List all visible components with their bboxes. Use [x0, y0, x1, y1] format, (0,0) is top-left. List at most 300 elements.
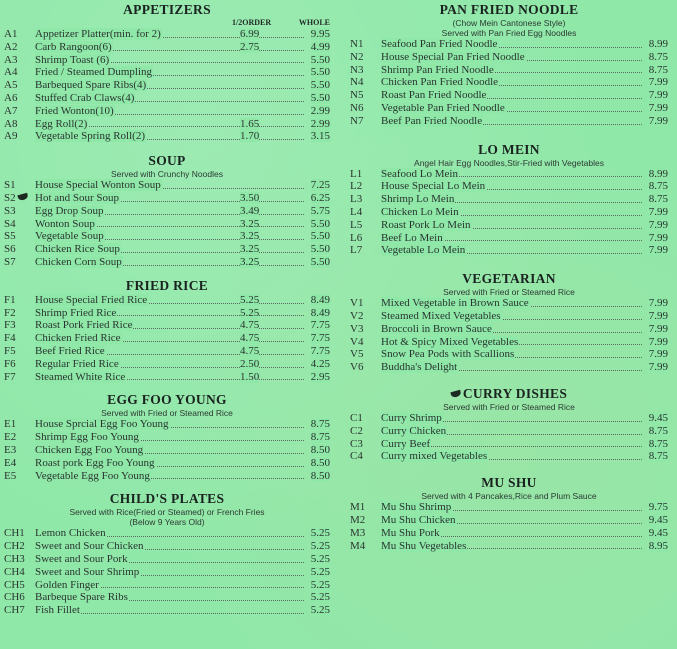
menu-section-fried-rice — [4, 278, 330, 384]
section-subtitle: (Below 9 Years Old) — [129, 517, 205, 528]
menu-item — [4, 604, 330, 617]
section-subtitle: Served with Fried or Steamed Rice — [443, 287, 575, 298]
menu-item — [350, 348, 668, 361]
item-name: Curry Beef — [381, 437, 431, 450]
section-subtitle: Served with Rice(Fried or Steamed) or French Fries — [69, 507, 265, 518]
item-code: E3 — [4, 443, 17, 456]
right-menu-column — [350, 0, 668, 552]
menu-item — [350, 89, 668, 102]
item-code: A3 — [4, 53, 18, 66]
item-name: House Special Fried Rice — [35, 293, 148, 306]
item-price: 5.25 — [310, 578, 330, 591]
item-code: A5 — [4, 79, 18, 92]
menu-item — [350, 336, 668, 349]
menu-item — [4, 345, 330, 358]
item-price: 8.50 — [310, 443, 330, 456]
item-name: Buddha's Delight — [381, 361, 458, 374]
item-price: 7.99 — [648, 114, 668, 127]
menu-item — [350, 438, 668, 451]
item-code: L7 — [350, 244, 363, 257]
item-code: A4 — [4, 66, 18, 79]
item-name: Seafood Pan Fried Noodle — [381, 38, 498, 50]
item-price: 5.25 — [310, 527, 330, 540]
menu-item — [350, 361, 668, 374]
item-name: Curry mixed Vegetables — [381, 450, 488, 463]
item-price: 7.25 — [310, 179, 330, 192]
half-order-price: 3.50 — [240, 191, 260, 204]
half-order-price: 6.99 — [240, 28, 260, 40]
item-price: 7.99 — [648, 101, 668, 114]
item-name: Chicken Lo Mein — [381, 205, 459, 218]
menu-item — [4, 66, 330, 79]
menu-item — [350, 64, 668, 77]
section-subtitle: Served with Pan Fried Egg Noodles — [441, 28, 577, 38]
item-name: Chicken Corn Soup — [35, 255, 122, 268]
section-title — [350, 2, 668, 18]
item-price: 5.25 — [310, 565, 330, 578]
hot-pepper-icon — [17, 193, 28, 201]
section-title — [4, 153, 330, 169]
item-code: M1 — [350, 501, 366, 514]
item-name: Stuffed Crab Claws(4) — [35, 91, 135, 104]
item-code: N2 — [350, 50, 364, 63]
item-code: N6 — [350, 101, 364, 114]
item-price: 8.50 — [310, 469, 330, 482]
item-name: Wonton Soup — [35, 217, 95, 230]
item-price: 9.45 — [648, 513, 668, 526]
item-code: F2 — [4, 306, 16, 319]
item-code: V1 — [350, 297, 364, 310]
section-subtitle: Served with Fried or Steamed Rice — [101, 408, 233, 419]
item-price: 9.75 — [648, 501, 668, 514]
menu-item — [4, 79, 330, 92]
item-code: N4 — [350, 76, 364, 89]
item-code: C4 — [350, 450, 363, 463]
item-price: 8.75 — [648, 424, 668, 437]
section-title-text: CHILD'S PLATES — [109, 491, 225, 507]
left-menu-column — [4, 0, 330, 617]
item-price: 5.25 — [310, 552, 330, 565]
item-name: Hot & Spicy Mixed Vegetables — [381, 335, 519, 348]
menu-section-mu-shu — [350, 475, 668, 552]
item-name: Egg Roll(2) — [35, 117, 88, 130]
item-price: 7.99 — [648, 218, 668, 231]
item-code: S3 — [4, 204, 16, 217]
menu-item — [4, 130, 330, 143]
item-price: 7.75 — [310, 344, 330, 357]
menu-item — [350, 206, 668, 219]
item-price: 7.99 — [648, 244, 668, 257]
item-code: CH2 — [4, 540, 25, 553]
half-order-price: 1.70 — [240, 130, 260, 143]
menu-item — [4, 418, 330, 431]
item-code: CH3 — [4, 552, 25, 565]
section-subtitle: Served with Fried or Steamed Rice — [443, 401, 575, 412]
item-price: 8.75 — [648, 63, 668, 76]
half-order-price: 5.25 — [240, 306, 260, 319]
menu-item — [4, 470, 330, 483]
item-name: Beef Pan Fried Noodle — [381, 114, 483, 127]
menu-item — [350, 425, 668, 438]
half-order-price: 3.25 — [240, 217, 260, 230]
item-name: Vegetable Egg Foo Young — [35, 469, 150, 482]
section-title-text: APPETIZERS — [123, 2, 211, 17]
item-name: Shrimp Fried Rice — [35, 306, 117, 319]
menu-item — [350, 219, 668, 232]
item-name: Roast Pork Fried Rice — [35, 319, 133, 332]
item-name: Appetizer Platter(min. for 2) — [35, 28, 161, 40]
menu-item — [4, 54, 330, 67]
half-order-price: 4.75 — [240, 332, 260, 345]
item-code: E4 — [4, 456, 17, 469]
item-name: Roast Pork Lo Mein — [381, 218, 471, 231]
menu-item — [4, 192, 330, 205]
item-code: N1 — [350, 38, 364, 50]
item-code: M4 — [350, 539, 366, 552]
item-code: CH5 — [4, 578, 25, 591]
menu-item — [350, 514, 668, 527]
item-name: Barbequed Spare Ribs(4) — [35, 79, 147, 92]
item-code: F4 — [4, 332, 16, 345]
menu-item — [350, 102, 668, 115]
item-name: Fish Fillet — [35, 604, 80, 617]
item-code: N5 — [350, 89, 364, 102]
menu-item — [4, 105, 330, 118]
menu-item — [4, 179, 330, 192]
item-price: 8.75 — [648, 437, 668, 450]
menu-item — [350, 527, 668, 540]
item-code: L1 — [350, 167, 363, 180]
menu-item — [4, 457, 330, 470]
item-code: S7 — [4, 255, 16, 268]
item-code: F3 — [4, 319, 16, 332]
item-price: 5.75 — [310, 204, 330, 217]
section-title — [350, 142, 668, 158]
item-name: Egg Drop Soup — [35, 204, 104, 217]
section-title-text: VEGETARIAN — [462, 271, 556, 287]
item-name: Sweet and Sour Shrimp — [35, 565, 140, 578]
item-code: F5 — [4, 344, 16, 357]
item-name: Mu Shu Vegetables — [381, 539, 467, 552]
item-price: 9.95 — [310, 28, 330, 40]
half-order-price: 5.25 — [240, 293, 260, 306]
half-order-price: 3.25 — [240, 230, 260, 243]
item-code: CH4 — [4, 565, 25, 578]
item-price: 5.50 — [310, 255, 330, 268]
item-code: S5 — [4, 230, 16, 243]
item-price: 5.50 — [310, 217, 330, 230]
menu-section-egg-foo-young — [4, 392, 330, 482]
item-code: L4 — [350, 205, 363, 218]
item-code: V2 — [350, 309, 364, 322]
item-price: 8.95 — [648, 539, 668, 552]
section-title-text: CURRY DISHES — [462, 385, 568, 401]
item-price: 8.75 — [648, 450, 668, 463]
item-price: 8.75 — [310, 418, 330, 431]
section-subtitle: (Chow Mein Cantonese Style) — [452, 18, 566, 28]
item-code: A6 — [4, 91, 18, 104]
item-price: 9.45 — [648, 526, 668, 539]
menu-item — [350, 450, 668, 463]
half-order-price: 4.75 — [240, 319, 260, 332]
item-name: Beef Fried Rice — [35, 344, 105, 357]
menu-section-pan-fried-noodle — [350, 2, 668, 128]
menu-item — [4, 92, 330, 105]
section-title-text: MU SHU — [481, 475, 537, 491]
menu-item — [350, 412, 668, 425]
section-title — [4, 2, 330, 18]
item-price: 8.50 — [310, 456, 330, 469]
item-code: A9 — [4, 130, 18, 143]
item-price: 4.99 — [310, 40, 330, 53]
whole-order-header: WHOLE — [298, 18, 330, 27]
menu-item — [350, 38, 668, 51]
menu-item — [4, 431, 330, 444]
item-code: L5 — [350, 218, 363, 231]
item-code: N3 — [350, 63, 364, 76]
menu-item — [4, 566, 330, 579]
item-name: Regular Fried Rice — [35, 357, 119, 370]
item-price: 7.75 — [310, 332, 330, 345]
menu-section-appetizers — [4, 2, 330, 143]
item-price: 5.50 — [310, 53, 330, 66]
item-name: Sweet and Sour Chicken — [35, 540, 144, 553]
menu-item — [350, 168, 668, 181]
item-code: CH6 — [4, 591, 25, 604]
section-title — [350, 475, 668, 491]
item-code: S6 — [4, 243, 16, 256]
item-code: A8 — [4, 117, 18, 130]
item-name: Beef Lo Mein — [381, 231, 443, 244]
item-name: Shrimp Toast (6) — [35, 53, 110, 66]
item-price: 8.75 — [648, 180, 668, 193]
item-price: 2.99 — [310, 117, 330, 130]
item-name: Curry Chicken — [381, 424, 447, 437]
item-price: 7.99 — [648, 322, 668, 335]
item-name: Roast pork Egg Foo Young — [35, 456, 155, 469]
item-price: 5.50 — [310, 91, 330, 104]
item-code: F7 — [4, 370, 16, 383]
hot-pepper-icon — [450, 390, 461, 398]
section-title-text: PAN FRIED NOODLE — [439, 2, 579, 17]
item-price: 8.75 — [648, 50, 668, 63]
menu-section-vegetarian — [350, 271, 668, 374]
menu-section-lo-mein — [350, 142, 668, 258]
item-price: 8.49 — [310, 293, 330, 306]
item-name: Fried Wonton(10) — [35, 104, 114, 117]
item-price: 7.75 — [310, 319, 330, 332]
half-order-price: 1.65 — [240, 117, 260, 130]
menu-item — [4, 28, 330, 41]
item-code: N7 — [350, 114, 364, 127]
menu-section-curry-dishes — [350, 386, 668, 463]
item-code: M3 — [350, 526, 366, 539]
menu-item — [4, 371, 330, 384]
item-price: 5.25 — [310, 591, 330, 604]
item-name: Chicken Pan Fried Noodle — [381, 76, 499, 89]
item-code: M2 — [350, 513, 366, 526]
item-name: Barbeque Spare Ribs — [35, 591, 128, 604]
section-title-text: SOUP — [148, 153, 186, 169]
item-price: 5.50 — [310, 243, 330, 256]
menu-item — [4, 205, 330, 218]
item-price: 2.99 — [310, 104, 330, 117]
section-title-text: FRIED RICE — [125, 277, 209, 293]
item-code: C1 — [350, 411, 363, 424]
item-code: L6 — [350, 231, 363, 244]
item-name: Chicken Egg Foo Young — [35, 443, 144, 456]
item-name: Broccoli in Brown Sauce — [381, 322, 492, 335]
item-code: CH1 — [4, 527, 25, 540]
item-name: Shrimp Egg Foo Young — [35, 431, 139, 444]
item-price: 7.99 — [648, 76, 668, 89]
item-name: Vegetable Spring Roll(2) — [35, 130, 145, 143]
item-price: 8.75 — [648, 193, 668, 206]
half-order-price: 3.25 — [240, 243, 260, 256]
item-name: Fried / Steamed Dumpling — [35, 66, 153, 79]
item-code: V5 — [350, 348, 364, 361]
menu-item — [4, 307, 330, 320]
menu-item — [350, 232, 668, 245]
section-subtitle: Angel Hair Egg Noodles,Stir-Fried with Vegetables — [414, 157, 604, 168]
item-code: E1 — [4, 418, 17, 431]
item-price: 7.99 — [648, 348, 668, 361]
item-code: C2 — [350, 424, 363, 437]
item-code: L2 — [350, 180, 363, 193]
item-code: V4 — [350, 335, 364, 348]
item-price: 7.99 — [648, 89, 668, 102]
menu-item — [350, 51, 668, 64]
half-order-price: 3.25 — [240, 255, 260, 268]
half-order-price: 4.75 — [240, 344, 260, 357]
item-code: S4 — [4, 217, 16, 230]
item-price: 8.75 — [310, 431, 330, 444]
menu-item — [4, 118, 330, 131]
menu-item — [350, 540, 668, 553]
menu-item — [350, 501, 668, 514]
item-price: 4.25 — [310, 357, 330, 370]
menu-item — [4, 294, 330, 307]
menu-item — [4, 41, 330, 54]
menu-item — [4, 553, 330, 566]
item-price: 8.99 — [648, 38, 668, 50]
item-name: Chicken Fried Rice — [35, 332, 121, 345]
item-name: Mu Shu Chicken — [381, 513, 456, 526]
menu-item — [350, 193, 668, 206]
section-subtitle: Served with Crunchy Noodles — [111, 169, 223, 180]
item-code: F6 — [4, 357, 16, 370]
item-price: 3.15 — [310, 130, 330, 143]
item-name: House Special Wonton Soup — [35, 179, 161, 192]
menu-section-childs-plates — [4, 491, 330, 617]
menu-item — [350, 310, 668, 323]
item-name: Snow Pea Pods with Scallions — [381, 348, 515, 361]
item-code: C3 — [350, 437, 363, 450]
price-column-header — [4, 18, 330, 28]
item-price: 7.99 — [648, 297, 668, 310]
menu-item — [350, 244, 668, 257]
item-name: Steamed Mixed Vegetables — [381, 309, 501, 322]
item-price: 7.99 — [648, 309, 668, 322]
item-code: A1 — [4, 28, 18, 40]
item-code: F1 — [4, 293, 16, 306]
section-subtitle: Served with 4 Pancakes,Rice and Plum Sauce — [421, 491, 597, 502]
item-name: Vegetable Lo Mein — [381, 244, 466, 257]
half-order-price: 3.49 — [240, 204, 260, 217]
item-price: 8.49 — [310, 306, 330, 319]
menu-item — [350, 323, 668, 336]
item-code: V3 — [350, 322, 364, 335]
item-name: Mixed Vegetable in Brown Sauce — [381, 297, 529, 310]
item-price: 5.25 — [310, 604, 330, 617]
item-price: 5.50 — [310, 79, 330, 92]
item-name: Vegetable Pan Fried Noodle — [381, 101, 505, 114]
section-title — [350, 386, 668, 402]
item-code: S2 — [4, 192, 34, 205]
menu-item — [350, 180, 668, 193]
item-name: Hot and Sour Soup — [35, 191, 120, 204]
item-price: 7.99 — [648, 231, 668, 244]
menu-item — [4, 218, 330, 231]
section-title — [4, 491, 330, 507]
menu-item — [350, 297, 668, 310]
item-name: House Special Pan Fried Noodle — [381, 50, 525, 63]
menu-item — [4, 256, 330, 269]
menu-item — [4, 444, 330, 457]
item-price: 9.45 — [648, 411, 668, 424]
item-name: Vegetable Soup — [35, 230, 104, 243]
item-name: Chicken Rice Soup — [35, 243, 120, 256]
item-price: 7.99 — [648, 205, 668, 218]
item-price: 7.99 — [648, 335, 668, 348]
item-price: 6.25 — [310, 191, 330, 204]
item-name: Shrimp Pan Fried Noodle — [381, 63, 494, 76]
section-title-text: LO MEIN — [478, 141, 540, 157]
menu-item — [4, 319, 330, 332]
item-name: Curry Shrimp — [381, 411, 442, 424]
menu-item — [4, 230, 330, 243]
half-order-header: 1/2ORDER — [232, 18, 272, 27]
menu-item — [4, 358, 330, 371]
item-name: Mu Shu Pork — [381, 526, 440, 539]
menu-item — [4, 527, 330, 540]
menu-item — [350, 76, 668, 89]
item-price: 7.99 — [648, 361, 668, 374]
item-code: E5 — [4, 469, 17, 482]
item-name: Lemon Chicken — [35, 527, 106, 540]
item-name: Mu Shu Shrimp — [381, 501, 452, 514]
menu-item — [4, 243, 330, 256]
menu-item — [4, 540, 330, 553]
item-price: 8.99 — [648, 167, 668, 180]
item-code: A7 — [4, 104, 18, 117]
item-price: 5.50 — [310, 230, 330, 243]
section-title-text: EGG FOO YOUNG — [107, 392, 227, 408]
section-title — [4, 392, 330, 408]
item-code: A2 — [4, 40, 18, 53]
section-title — [4, 278, 330, 294]
item-price: 2.95 — [310, 370, 330, 383]
half-order-price: 2.75 — [240, 40, 260, 53]
item-price: 5.25 — [310, 540, 330, 553]
item-name: Shrimp Lo Mein — [381, 193, 455, 206]
item-name: Carb Rangoon(6) — [35, 40, 112, 53]
item-name: Roast Pan Fried Noodle — [381, 89, 487, 102]
menu-item — [350, 115, 668, 128]
item-name: Golden Finger — [35, 578, 99, 591]
item-name: Seafood Lo Mein — [381, 167, 458, 180]
item-name: Steamed White Rice — [35, 370, 126, 383]
